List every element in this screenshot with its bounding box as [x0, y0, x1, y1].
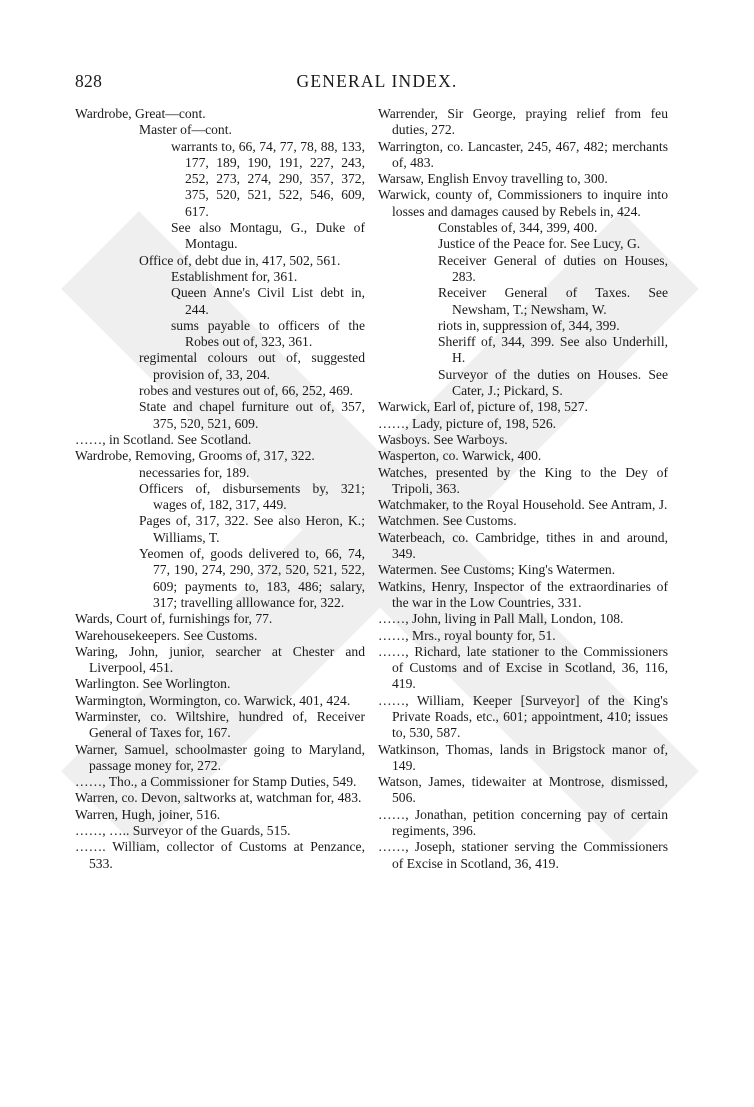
index-subentry: State and chapel furniture out of, 357, 375, 520, 521, 609. [139, 399, 365, 431]
index-subentry: warrants to, 66, 74, 77, 78, 88, 133, 177, 189, 190, 191, 227, 243, 252, 273, 274, 290, 357, 372, 375, 520, 521, 522, 546, 609, 617. [171, 138, 365, 219]
index-entry: ……, ….. Surveyor of the Guards, 515. [75, 823, 291, 839]
index-entry: ……. William, collector of Customs at Penzance, 533. [75, 839, 365, 871]
index-entry: Watermen. See Customs; King's Watermen. [378, 562, 616, 578]
index-entry: Warehousekeepers. See Customs. [75, 627, 258, 643]
index-subentry: robes and vestures out of, 66, 252, 469. [139, 383, 354, 399]
index-entry: Watkins, Henry, Inspector of the extraordinaries of the war in the Low Countries, 331. [378, 578, 668, 610]
index-subentry: See also Montagu, G., Duke of Montagu. [171, 220, 365, 252]
index-subentry: Pages of, 317, 322. See also Heron, K.; Williams, T. [139, 513, 365, 545]
index-entry: Warsaw, English Envoy travelling to, 300. [378, 171, 608, 187]
index-entry: Warren, Hugh, joiner, 516. [75, 806, 221, 822]
index-entry: Warlington. See Worlington. [75, 676, 231, 692]
index-column-left [75, 106, 365, 872]
index-entry: ……, Richard, late stationer to the Commissioners of Customs and of Excise in Scotland, 36, 116, 419. [378, 643, 668, 692]
index-subentry: necessaries for, 189. [139, 464, 250, 480]
index-entry: ……, Tho., a Commissioner for Stamp Duties, 549. [75, 774, 357, 790]
index-entry: Waterbeach, co. Cambridge, tithes in and around, 349. [378, 529, 668, 562]
index-subentry: regimental colours out of, suggested provision of, 33, 204. [139, 350, 365, 382]
index-subentry: Justice of the Peace for. See Lucy, G. [438, 236, 641, 252]
index-entry: ……, John, living in Pall Mall, London, 108. [378, 611, 624, 627]
index-entry: ……, Jonathan, petition concerning pay of certain regiments, 396. [378, 806, 668, 839]
index-entry: Watson, James, tidewaiter at Montrose, dismissed, 506. [378, 774, 668, 806]
index-entry: Warrington, co. Lancaster, 245, 467, 482; merchants of, 483. [378, 138, 668, 170]
index-subentry: Office of, debt due in, 417, 502, 561. [139, 252, 341, 268]
index-entry: ……, Mrs., royal bounty for, 51. [378, 627, 556, 643]
index-entry: Warwick, county of, Commissioners to inquire into losses and damages caused by Rebels in, 424. [378, 187, 668, 219]
index-entry: Warmington, Wormington, co. Warwick, 401, 424. [75, 692, 351, 708]
index-subentry: Queen Anne's Civil List debt in, 244. [171, 285, 365, 317]
index-subentry: Surveyor of the duties on Houses. See Cater, J.; Pickard, S. [438, 366, 668, 399]
index-subentry: Sheriff of, 344, 399. See also Underhill, H. [438, 334, 668, 366]
index-entry: Watches, presented by the King to the Dey of Tripoli, 363. [378, 464, 668, 496]
index-entry: Wards, Court of, furnishings for, 77. [75, 611, 273, 627]
index-entry: Warwick, Earl of, picture of, 198, 527. [378, 399, 588, 415]
index-entry: Warminster, co. Wiltshire, hundred of, Receiver General of Taxes for, 167. [75, 708, 365, 741]
index-entry: Warrender, Sir George, praying relief from feu duties, 272. [378, 106, 668, 138]
index-subentry: sums payable to officers of the Robes out of, 323, 361. [171, 317, 365, 350]
index-entry: Warner, Samuel, schoolmaster going to Maryland, passage money for, 272. [75, 741, 365, 773]
index-subentry: Establishment for, 361. [171, 268, 298, 284]
index-subentry: Constables of, 344, 399, 400. [438, 220, 598, 236]
index-subentry: Receiver General of Taxes. See Newsham, T.; Newsham, W. [438, 285, 668, 317]
index-entry: Wardrobe, Removing, Grooms of, 317, 322. [75, 448, 315, 464]
index-entry: ……, in Scotland. See Scotland. [75, 431, 252, 447]
index-entry: ……, Lady, picture of, 198, 526. [378, 415, 557, 431]
index-entry: Waring, John, junior, searcher at Chester and Liverpool, 451. [75, 643, 365, 676]
index-entry: Wasperton, co. Warwick, 400. [378, 448, 542, 464]
index-entry: Watchmaker, to the Royal Household. See Antram, J. [378, 497, 668, 513]
index-column-right [378, 106, 668, 872]
index-entry: Wasboys. See Warboys. [378, 431, 508, 447]
index-entry: Wardrobe, Great—cont. [75, 106, 206, 121]
running-head: GENERAL INDEX. [296, 71, 458, 91]
index-subentry: Yeomen of, goods delivered to, 66, 74, 77, 190, 274, 290, 372, 520, 521, 522, 609; payments to, 183, 486; salary, 317; travelling alllowance for, 322. [139, 546, 365, 610]
page-number: 828 [75, 71, 103, 91]
index-entry: Watkinson, Thomas, lands in Brigstock manor of, 149. [378, 741, 668, 773]
index-subentry: Master of—cont. [139, 122, 232, 138]
index-entry: Watchmen. See Customs. [378, 513, 517, 529]
index-subentry: riots in, suppression of, 344, 399. [438, 317, 620, 333]
index-subentry: Officers of, disbursements by, 321; wages of, 182, 317, 449. [139, 480, 365, 513]
index-entry: Warren, co. Devon, saltworks at, watchman for, 483. [75, 790, 362, 806]
index-entry: ……, William, Keeper [Surveyor] of the King's Private Roads, etc., 601; appointment, 410; issues to, 530, 587. [378, 692, 668, 741]
index-subentry: Receiver General of duties on Houses, 283. [438, 252, 668, 284]
index-entry: ……, Joseph, stationer serving the Commissioners of Excise in Scotland, 36, 419. [378, 839, 668, 871]
